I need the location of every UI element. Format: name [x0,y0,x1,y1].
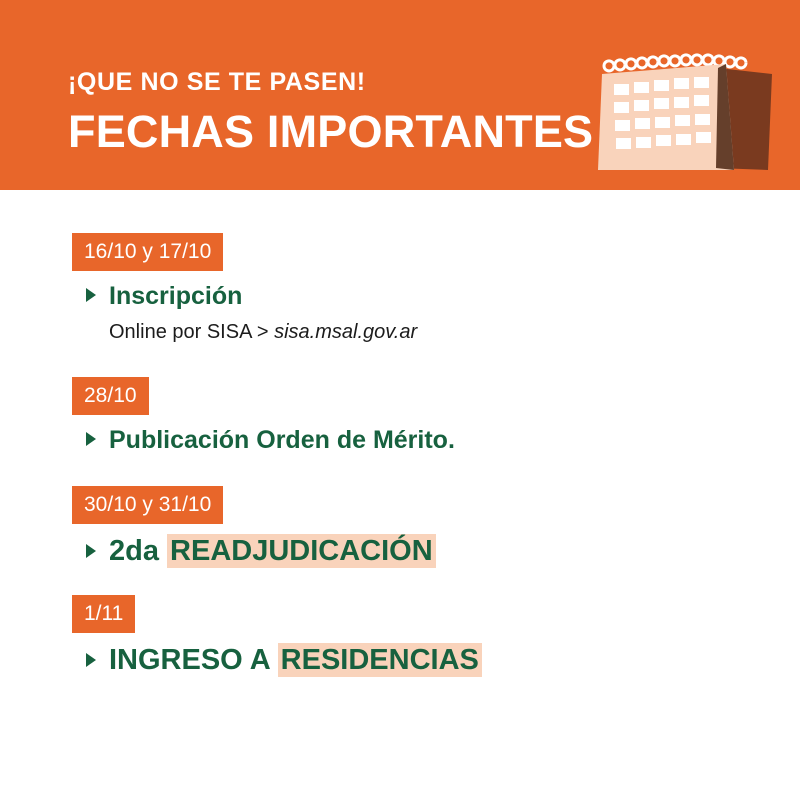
date-badge: 1/11 [72,595,135,633]
desk-calendar-icon [596,52,772,174]
entry-label-plain: INGRESO A [109,643,278,676]
entry-label [109,645,482,677]
date-badge: 28/10 [72,377,149,415]
entry-row [72,645,800,677]
entry-label: Inscripción [109,282,243,310]
entry-label [109,536,436,568]
entry-detail-link[interactable]: sisa.msal.gov.ar [274,320,418,343]
list-item [0,233,800,344]
header-text-group [68,68,594,157]
list-item [0,377,800,455]
entry-label: Publicación Orden de Mérito. [109,425,455,454]
entry-label-highlight: RESIDENCIAS [278,643,482,677]
list-item [0,486,800,568]
entry-label-plain: 2da [109,535,168,567]
list-item [0,595,800,677]
entry-row [72,427,800,455]
header-kicker: ¡QUE NO SE TE PASEN! [68,68,366,96]
date-badge: 30/10 y 31/10 [72,486,223,524]
triangle-bullet-icon [86,288,96,302]
entry-label-highlight: READJUDICACIÓN [167,534,436,568]
dates-list [0,190,800,677]
entry-detail [72,320,800,344]
entry-detail-prefix: Online por SISA > [109,320,275,343]
entry-row [72,283,800,311]
entry-row [72,536,800,568]
poster-header [0,0,800,190]
date-badge: 16/10 y 17/10 [72,233,223,271]
triangle-bullet-icon [86,432,96,446]
triangle-bullet-icon [86,653,96,667]
triangle-bullet-icon [86,544,96,558]
page-title: FECHAS IMPORTANTES [68,106,594,157]
